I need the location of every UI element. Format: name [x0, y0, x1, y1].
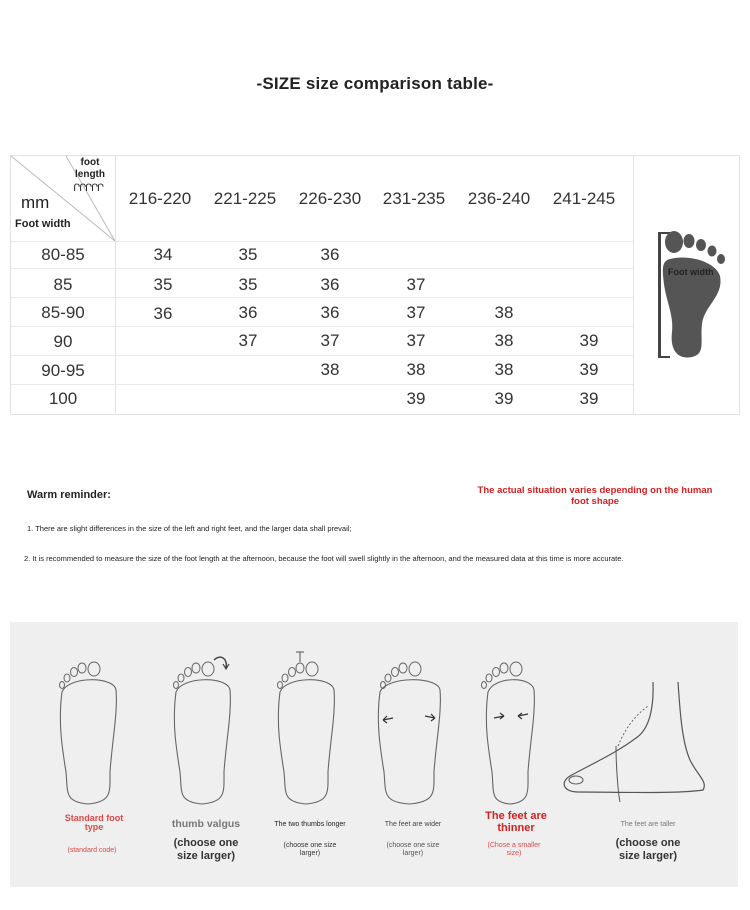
row-label: 90-95	[41, 361, 85, 380]
size-cell: 38	[494, 303, 514, 322]
size-cell: 35	[238, 245, 258, 264]
size-cell: 38	[494, 360, 514, 379]
size-cell: 37	[406, 275, 426, 294]
column-divider	[115, 156, 116, 414]
warm-reminder-heading: Warm reminder:	[27, 489, 111, 501]
table-corner-header	[11, 156, 116, 242]
wide-foot-icon	[369, 642, 459, 812]
row-label: 100	[48, 389, 78, 408]
row-divider	[11, 384, 633, 385]
foot-measure-illustration	[634, 156, 739, 414]
column-header: 216-220	[128, 189, 192, 208]
size-cell: 36	[153, 304, 173, 323]
footprint-icon	[634, 156, 739, 414]
reminder-note-1: 1. There are slight differences in the size of the left and right feet, and the larger data shall prevail;	[27, 524, 352, 533]
toes-icon: ՐՐՐՐՐ	[73, 183, 103, 194]
foot-type-item	[146, 622, 266, 887]
row-divider	[11, 241, 633, 242]
row-label: 90	[53, 332, 73, 351]
size-cell: 37	[320, 331, 340, 350]
size-cell: 39	[579, 360, 599, 379]
foot-shape-note: The actual situation varies depending on the human foot shape	[477, 485, 713, 507]
size-cell: 39	[406, 389, 426, 408]
foot-type-advice: (choose one size larger)	[173, 837, 239, 863]
row-label: 85-90	[41, 303, 85, 322]
reminder-note-2: 2. It is recommended to measure the size of the foot length at the afternoon, because the foot will swell slightly in the afternoon, and the measured data at this time is more accurate.	[24, 554, 624, 563]
foot-type-item	[588, 622, 708, 887]
foot-type-title: thumb valgus	[171, 818, 241, 830]
size-cell: 38	[494, 331, 514, 350]
column-header: 241-245	[552, 189, 616, 208]
thumb-valgus-foot-icon	[162, 642, 252, 812]
foot-type-advice: (standard code)	[67, 847, 117, 854]
foot-type-item	[32, 622, 152, 887]
foot-type-advice: (Chose a smaller size)	[487, 842, 541, 858]
mm-label: mm	[21, 193, 50, 212]
foot-type-advice: (choose one size larger)	[283, 842, 337, 858]
size-cell: 34	[153, 245, 173, 264]
size-table	[10, 155, 740, 415]
size-cell: 35	[238, 275, 258, 294]
row-divider	[11, 326, 633, 327]
size-cell: 36	[320, 275, 340, 294]
size-cell: 36	[238, 303, 258, 322]
foot-type-advice: (choose one size larger)	[615, 837, 681, 863]
size-cell: 38	[320, 360, 340, 379]
size-cell: 35	[153, 275, 173, 294]
row-divider	[11, 355, 633, 356]
foot-type-advice: (choose one size larger)	[386, 842, 440, 858]
foot-types-panel	[10, 622, 738, 887]
size-cell: 39	[494, 389, 514, 408]
foot-type-item	[250, 622, 370, 887]
long-thumbs-foot-icon	[266, 642, 356, 812]
size-cell: 37	[238, 331, 258, 350]
foot-type-title: The feet are thinner	[485, 810, 547, 834]
page-title: -SIZE size comparison table-	[256, 74, 494, 93]
size-cell: 37	[406, 331, 426, 350]
size-cell: 37	[406, 303, 426, 322]
size-cell: 39	[579, 331, 599, 350]
column-header: 236-240	[467, 189, 531, 208]
size-cell: 39	[579, 389, 599, 408]
column-header: 231-235	[382, 189, 446, 208]
thin-foot-icon	[470, 642, 560, 812]
row-label: 80-85	[41, 245, 85, 264]
size-cell: 36	[320, 303, 340, 322]
column-header: 226-230	[298, 189, 362, 208]
size-cell: 38	[406, 360, 426, 379]
foot-type-title: Standard foot type	[64, 813, 124, 833]
size-cell: 36	[320, 245, 340, 264]
standard-foot-icon	[48, 642, 138, 812]
row-divider	[11, 268, 633, 269]
foot-length-label: foot length	[75, 157, 105, 180]
foot-width-image-label: Foot width	[668, 267, 714, 277]
foot-width-label: Foot width	[15, 218, 71, 230]
foot-type-item	[454, 622, 574, 887]
row-divider	[11, 297, 633, 298]
column-header: 221-225	[213, 189, 277, 208]
tall-instep-foot-icon	[558, 642, 708, 812]
foot-type-title: The feet are taller	[620, 821, 676, 828]
row-label: 85	[53, 275, 73, 294]
foot-type-title: The feet are wider	[384, 821, 442, 828]
foot-type-title: The two thumbs longer	[274, 821, 346, 828]
